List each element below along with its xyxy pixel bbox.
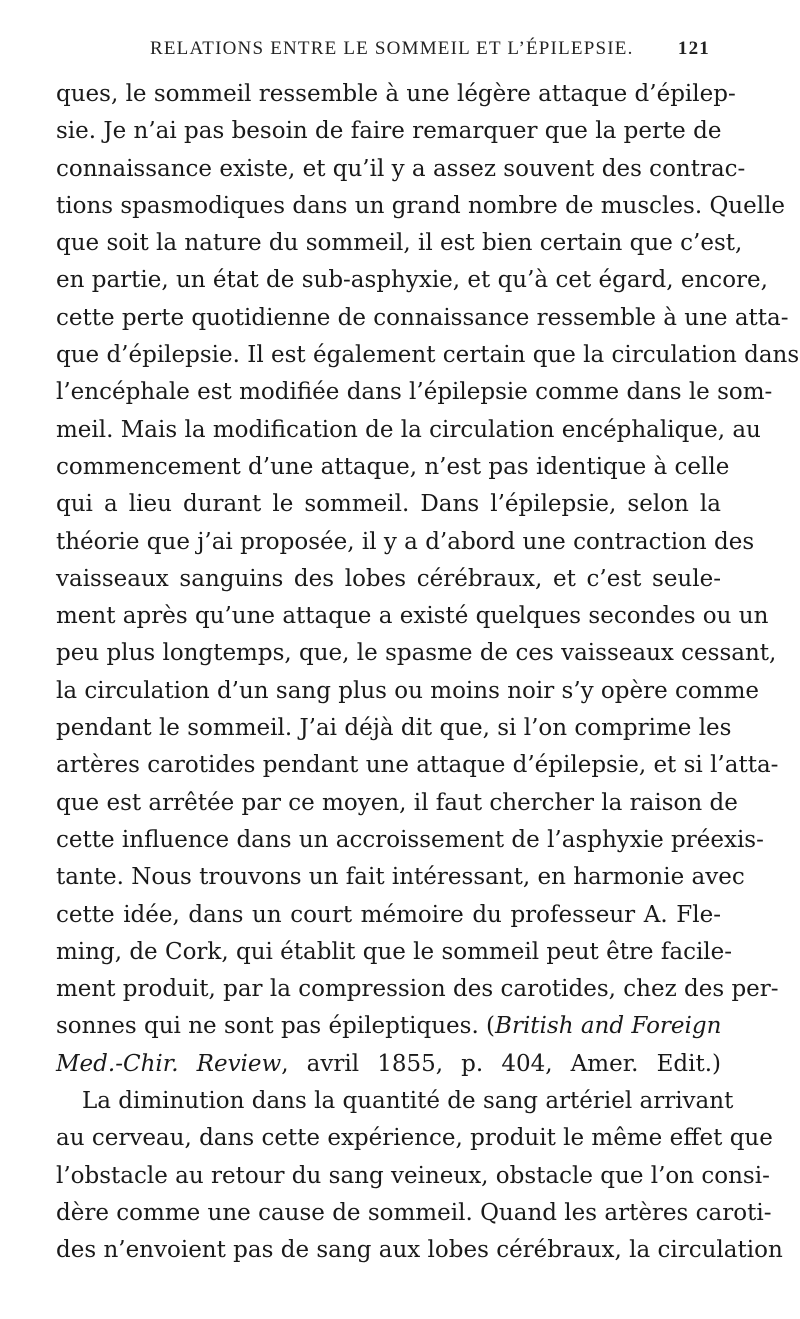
text-line-paragraph-start: La diminution dans la quantité de sang artériel arrivant <box>82 1088 734 1115</box>
journal-title-italic: British and Foreign <box>495 1013 722 1040</box>
text-line: l’encéphale est modifiée dans l’épilepsie comme dans le som- <box>56 379 773 406</box>
text-line-citation <box>56 1008 721 1045</box>
text-line: pendant le sommeil. J’ai déjà dit que, si l’on comprime les <box>56 715 732 742</box>
journal-title-italic: Med.-Chir. Review <box>56 1050 282 1077</box>
text-line: que soit la nature du sommeil, il est bien certain que c’est, <box>56 230 743 257</box>
text-line: qui a lieu durant le sommeil. Dans l’épilepsie, selon la <box>56 491 721 518</box>
text-line: sie. Je n’ai pas besoin de faire remarquer que la perte de <box>56 118 722 145</box>
text-line: artères carotides pendant une attaque d’épilepsie, et si l’atta- <box>56 752 779 779</box>
text-line: ming, de Cork, qui établit que le sommeil peut être facile- <box>56 938 733 965</box>
text-line: des n’envoient pas de sang aux lobes cérébraux, la circulation <box>56 1237 783 1264</box>
text-line: tante. Nous trouvons un fait intéressant, en harmonie avec <box>56 864 745 891</box>
running-head-title: RELATIONS ENTRE LE SOMMEIL ET L’ÉPILEPSIE. <box>150 38 634 59</box>
text-line: meil. Mais la modification de la circulation encéphalique, au <box>56 416 761 443</box>
text-line: l’obstacle au retour du sang veineux, obstacle que l’on consi- <box>56 1162 770 1189</box>
text-line: tions spasmodiques dans un grand nombre de muscles. Quelle <box>56 192 786 219</box>
page-number: 121 <box>677 38 710 59</box>
text-line: cette influence dans un accroissement de l’asphyxie préexis- <box>56 826 764 853</box>
text-line: que est arrêtée par ce moyen, il faut chercher la raison de <box>56 789 738 816</box>
text-line: théorie que j’ai proposée, il y a d’abord une contraction des <box>56 528 755 555</box>
text-line: commencement d’une attaque, n’est pas identique à celle <box>56 453 730 480</box>
text-line: ment après qu’une attaque a existé quelques secondes ou un <box>56 603 769 630</box>
running-head <box>150 38 710 68</box>
text-segment: , avril 1855, p. 404, Amer. Edit.) <box>281 1050 721 1077</box>
text-line: vaisseaux sanguins des lobes cérébraux, et c’est seule- <box>56 565 721 592</box>
text-line: dère comme une cause de sommeil. Quand les artères caroti- <box>56 1199 772 1226</box>
text-line: ques, le sommeil ressemble à une légère attaque d’épilep- <box>56 81 736 107</box>
text-line: connaissance existe, et qu’il y a assez souvent des contrac- <box>56 155 746 182</box>
text-line-citation <box>56 1046 721 1083</box>
text-line: cette perte quotidienne de connaissance ressemble à une atta- <box>56 304 789 331</box>
text-segment: sonnes qui ne sont pas épileptiques. ( <box>56 1013 496 1040</box>
text-line: en partie, un état de sub-asphyxie, et qu’à cet égard, encore, <box>56 267 768 294</box>
text-line: peu plus longtemps, que, le spasme de ces vaisseaux cessant, <box>56 640 777 667</box>
text-line: ment produit, par la compression des carotides, chez des per- <box>56 976 779 1003</box>
text-line: au cerveau, dans cette expérience, produit le même effet que <box>56 1125 773 1152</box>
text-line: que d’épilepsie. Il est également certain que la circulation dans <box>56 342 800 369</box>
text-line: cette idée, dans un court mémoire du professeur A. Fle- <box>56 901 721 928</box>
body-text <box>56 76 800 1270</box>
text-line: la circulation d’un sang plus ou moins noir s’y opère comme <box>56 677 759 704</box>
